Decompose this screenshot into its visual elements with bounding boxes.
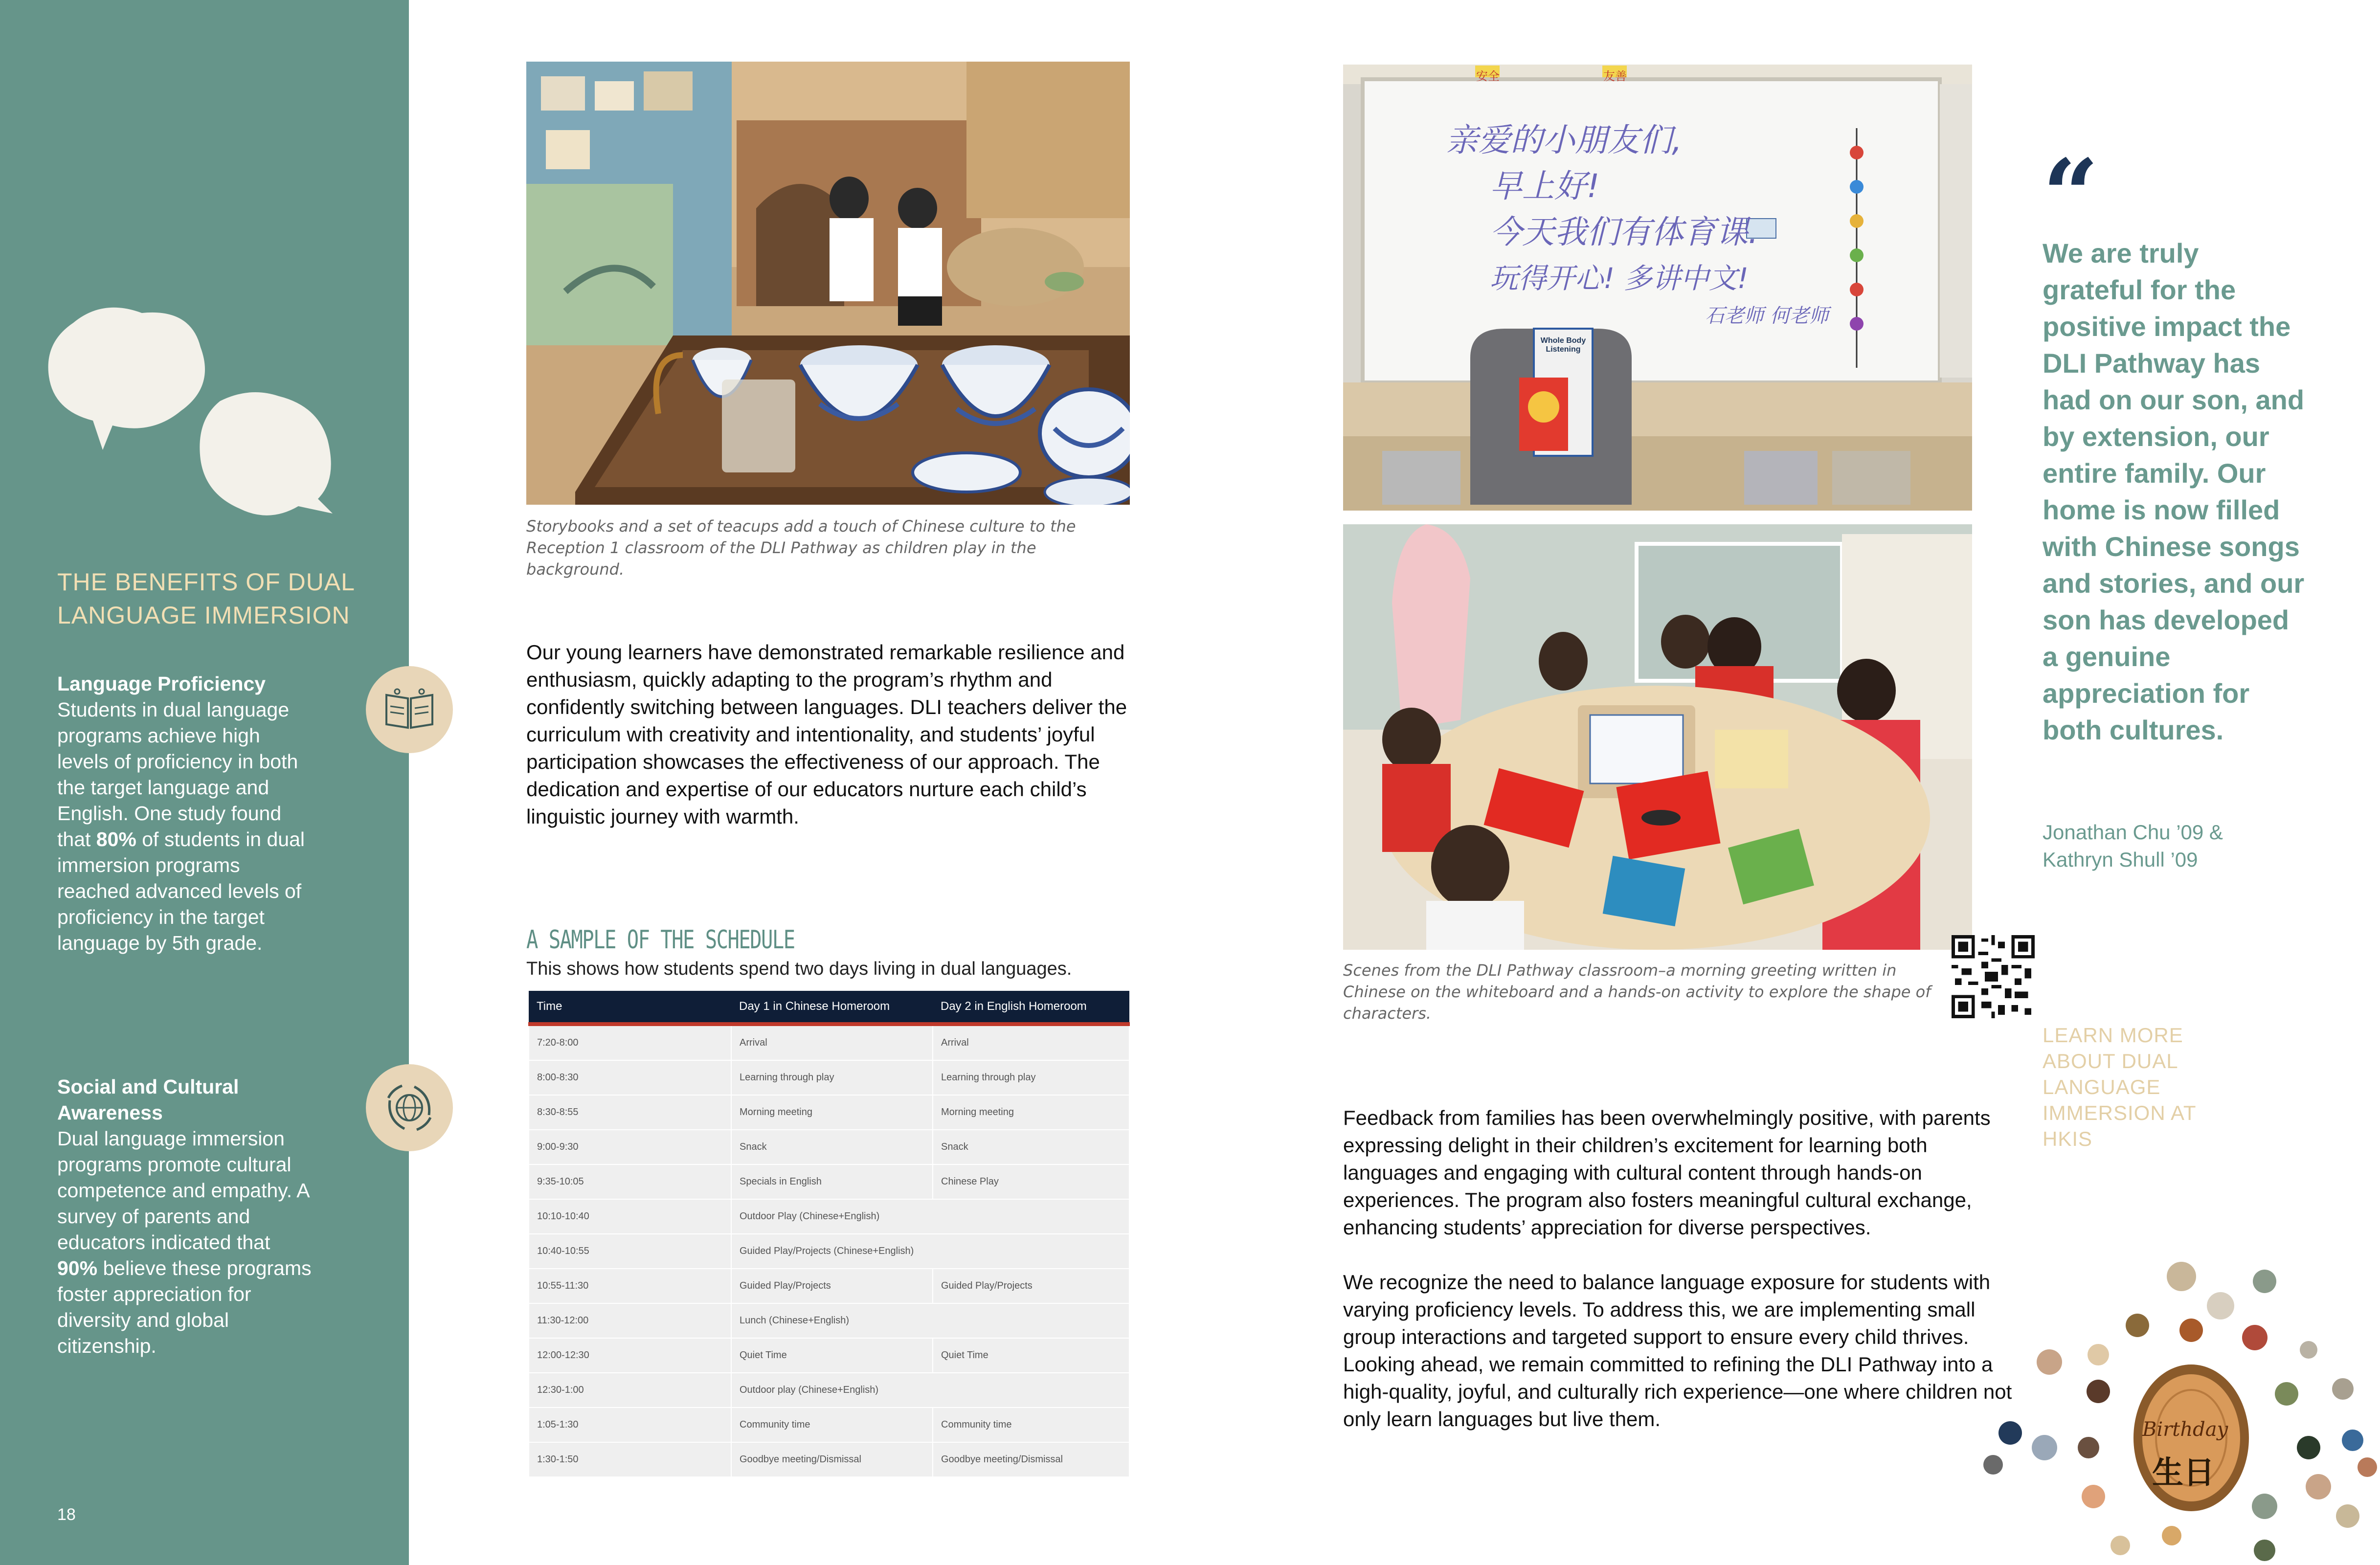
schedule-title: A SAMPLE OF THE SCHEDULE <box>526 925 795 955</box>
board-label: 友善 <box>1603 69 1627 83</box>
quote-attribution <box>2043 819 2307 873</box>
learn-more-link[interactable]: LEARN MORE ABOUT DUAL LANGUAGE IMMERSION AT HKIS <box>2043 1024 2196 1150</box>
time-cell: 12:00-12:30 <box>529 1338 731 1373</box>
globe-hands-icon <box>366 1064 453 1151</box>
table-row <box>529 1164 1129 1199</box>
schedule-subtitle: This shows how students spend two days living in dual languages. <box>526 959 1072 979</box>
time-cell: 7:20-8:00 <box>529 1024 731 1060</box>
day2-cell: Community time <box>933 1408 1129 1442</box>
time-cell: 1:05-1:30 <box>529 1408 731 1442</box>
shared-cell: Lunch (Chinese+English) <box>731 1303 1129 1338</box>
teacups-photo <box>526 62 1130 505</box>
table-row <box>529 1442 1129 1477</box>
table-row <box>529 1130 1129 1164</box>
body-paragraph-3: We recognize the need to balance language exposure for students with varying proficiency levels. To address this, we are implementing small group interactions and targeted support to ensure every child thrives. Looking ahead, we remain committed to refining the DLI Pathway into a high-quality, joyful, and culturally rich experience—one where children not only learn languages but live them. <box>1343 1271 2012 1431</box>
day2-cell: Snack <box>933 1130 1129 1164</box>
schedule-header-day1: Day 1 in Chinese Homeroom <box>731 991 933 1024</box>
quote-text: We are truly grateful for the positive impact the DLI Pathway has had on our son, and by extension, our entire family. Our home is now filled with Chinese songs and stories, and our son has developed a genuine appreciation for both cultures. <box>2043 238 2305 745</box>
time-cell: 10:10-10:40 <box>529 1199 731 1234</box>
shared-cell: Guided Play/Projects (Chinese+English) <box>731 1234 1129 1269</box>
day2-cell: Quiet Time <box>933 1338 1129 1373</box>
time-cell: 8:00-8:30 <box>529 1060 731 1095</box>
time-cell: 8:30-8:55 <box>529 1095 731 1130</box>
table-row <box>529 1408 1129 1442</box>
time-cell: 10:55-11:30 <box>529 1269 731 1303</box>
day1-cell: Snack <box>731 1130 933 1164</box>
table-row <box>529 1373 1129 1408</box>
book-icon <box>366 666 453 753</box>
whiteboard-photo <box>1343 65 1972 511</box>
day1-cell: Learning through play <box>731 1060 933 1095</box>
day2-cell: Goodbye meeting/Dismissal <box>933 1442 1129 1477</box>
classroom-caption: Scenes from the DLI Pathway classroom–a morning greeting written in Chinese on the whiteboard and a hands-on activity to explore the shape of characters. <box>1343 961 1931 1023</box>
social-awareness-heading: Social and Cultural Awareness <box>57 1075 239 1124</box>
time-cell: 11:30-12:00 <box>529 1303 731 1338</box>
day2-cell: Learning through play <box>933 1060 1129 1095</box>
day1-cell: Guided Play/Projects <box>731 1269 933 1303</box>
language-proficiency-text-2: of students in dual immersion programs reached advanced levels of proficiency in the target language by 5th grade. <box>57 828 305 954</box>
social-awareness-text-2: believe these programs foster appreciation for diversity and global citizenship. <box>57 1257 312 1357</box>
language-proficiency-block <box>57 671 312 956</box>
day1-cell: Specials in English <box>731 1164 933 1199</box>
shared-cell: Outdoor Play (Chinese+English) <box>731 1199 1129 1234</box>
speech-bubbles-icon <box>44 303 337 518</box>
schedule-header-day2: Day 2 in English Homeroom <box>933 991 1129 1024</box>
birthday-chinese-label: 生日 <box>2152 1455 2215 1491</box>
whiteboard-line: 亲爱的小朋友们, <box>1446 121 1682 159</box>
whiteboard-signature: 石老师 何老师 <box>1705 305 1829 327</box>
table-row <box>529 1338 1129 1373</box>
language-proficiency-heading: Language Proficiency <box>57 672 266 695</box>
whiteboard-line: 早上好! <box>1490 167 1600 205</box>
social-awareness-text-1: Dual language immersion programs promote cultural competence and empathy. A survey of parents and educators indicated that <box>57 1127 309 1253</box>
social-awareness-block <box>57 1074 312 1359</box>
day1-cell: Goodbye meeting/Dismissal <box>731 1442 933 1477</box>
day2-cell: Morning meeting <box>933 1095 1129 1130</box>
day1-cell: Quiet Time <box>731 1338 933 1373</box>
language-proficiency-text-1: Students in dual language programs achieve high levels of proficiency in both the target language and English. One study found that <box>57 698 298 850</box>
quote-attribution-line: Kathryn Shull ’09 <box>2043 848 2198 871</box>
table-row <box>529 1303 1129 1338</box>
time-cell: 9:00-9:30 <box>529 1130 731 1164</box>
time-cell: 9:35-10:05 <box>529 1164 731 1199</box>
language-proficiency-stat: 80% <box>96 828 136 850</box>
day1-cell: Arrival <box>731 1024 933 1060</box>
classroom-activity-photo <box>1343 524 1972 950</box>
social-awareness-stat: 90% <box>57 1257 98 1279</box>
whiteboard-message <box>1446 117 1758 301</box>
table-row <box>529 1199 1129 1234</box>
schedule-header-time: Time <box>529 991 731 1024</box>
page-number: 18 <box>57 1505 76 1524</box>
time-cell: 10:40-10:55 <box>529 1234 731 1269</box>
day2-cell: Arrival <box>933 1024 1129 1060</box>
body-paragraph-2: Feedback from families has been overwhelmingly positive, with parents expressing delight in their children’s excitement for learning both languages and engaging with cultural content through hands-on experiences. The program also fosters meaningful cultural exchange, enhancing students’ appreciation for diverse perspectives. <box>1343 1106 1991 1239</box>
table-row <box>529 1095 1129 1130</box>
quote-attribution-line: Jonathan Chu ’09 & <box>2043 821 2223 844</box>
birthday-stones-decoration <box>1966 1252 2380 1565</box>
table-row <box>529 1024 1129 1060</box>
table-row <box>529 1269 1129 1303</box>
schedule-table <box>528 991 1130 1477</box>
book-cover-title: Whole Body Listening <box>1540 336 1586 354</box>
birthday-label: Birthday <box>2142 1418 2228 1441</box>
body-paragraph-1: Our young learners have demonstrated remarkable resilience and enthusiasm, quickly adapting to the program’s rhythm and confidently switching between languages. DLI teachers deliver the curriculum with creativity and intentionality, and students’ joyful participation showcases the effectiveness of our approach. The dedication and expertise of our educators nurture each child’s linguistic journey with warmth. <box>526 641 1127 828</box>
schedule-header-row <box>529 991 1129 1024</box>
day1-cell: Morning meeting <box>731 1095 933 1130</box>
day2-cell: Guided Play/Projects <box>933 1269 1129 1303</box>
whiteboard-line: 玩得开心! 多讲中文! <box>1490 262 1749 295</box>
table-row <box>529 1060 1129 1095</box>
quote-mark-icon: “ <box>2043 138 2099 253</box>
time-cell: 12:30-1:00 <box>529 1373 731 1408</box>
benefits-title: THE BENEFITS OF DUAL LANGUAGE IMMERSION <box>57 568 355 629</box>
day2-cell: Chinese Play <box>933 1164 1129 1199</box>
day1-cell: Community time <box>731 1408 933 1442</box>
qr-code-icon[interactable] <box>1952 935 2035 1018</box>
table-row <box>529 1234 1129 1269</box>
whiteboard-line: 今天我们有体育课. <box>1490 213 1758 251</box>
time-cell: 1:30-1:50 <box>529 1442 731 1477</box>
teacups-caption: Storybooks and a set of teacups add a touch of Chinese culture to the Reception 1 classroom of the DLI Pathway as children play in the background. <box>526 517 1076 579</box>
board-label: 安全 <box>1476 69 1500 83</box>
shared-cell: Outdoor play (Chinese+English) <box>731 1373 1129 1408</box>
